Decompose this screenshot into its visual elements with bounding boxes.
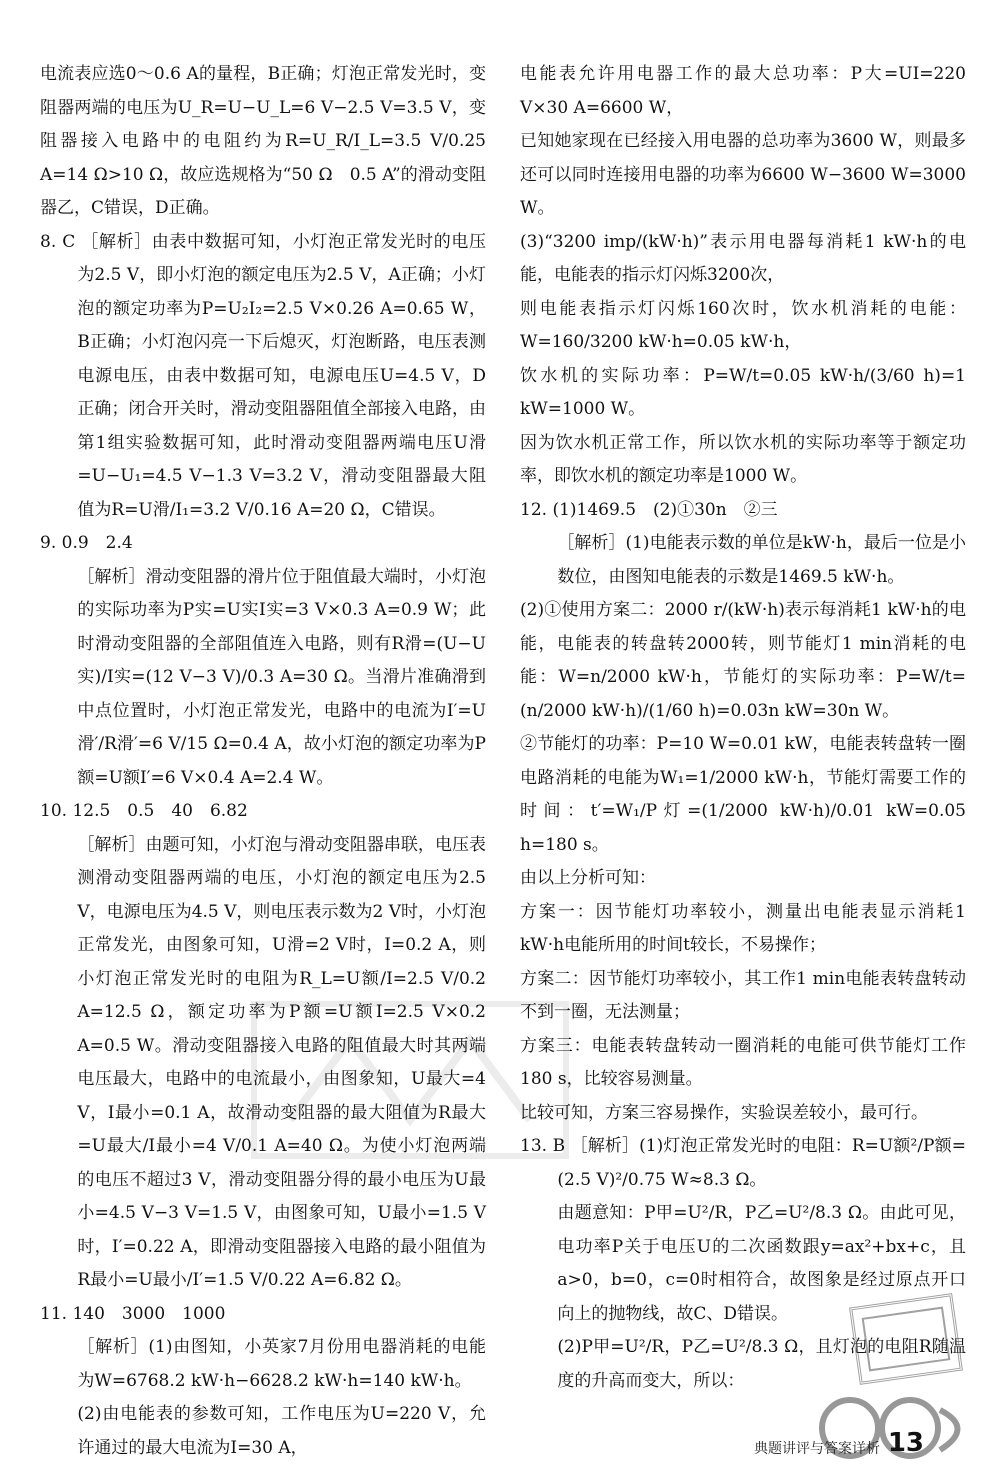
answer-13-part-2: (2)P甲=U²/R，P乙=U²/8.3 Ω，且灯泡的电阻R随温度的升高而变大，所以：	[557, 1337, 966, 1391]
answer-11-actual-power: 饮水机的实际功率：P=W/t=0.05 kW·h/(3/60 h)=1 kW=1000 W。	[520, 365, 966, 419]
answer-11-values: 11. 140 3000 1000	[40, 1303, 226, 1324]
right-column	[520, 58, 966, 1398]
answer-11-energy: 则电能表指示灯闪烁160次时，饮水机消耗的电能：W=160/3200 kW·h=0.05 kW·h，	[520, 298, 966, 352]
answer-10-values: 10. 12.5 0.5 40 6.82	[40, 801, 248, 821]
answer-11-max-power: 电能表允许用电器工作的最大总功率：P大=UI=220 V×30 A=6600 W，	[520, 64, 966, 118]
answer-9-analysis: ［解析］滑动变阻器的滑片位于阻值最大端时，小灯泡的实际功率为P实=U实I实=3 V×0.3 A=0.9 W；此时滑动变阻器的全部阻值连入电路，则有R滑=(U−U实)/I实=(12 V−3 V)/0.3 A=30 Ω。当滑片准确滑到中点位置时，小灯泡正常发光，电路中的电流为I′=U滑′/R滑′=6 V/15 Ω=0.4 A，故小灯泡的额定功率为P额=U额I′=6 V×0.4 A=2.4 W。	[77, 566, 486, 788]
answer-12-option-1: 方案一：因节能灯功率较小，测量出电能表显示消耗1 kW·h电能所用的时间t较长，不易操作；	[520, 901, 966, 955]
answer-11-part-3: (3)“3200 imp/(kW·h)”表示用电器每消耗1 kW·h的电能，电能表的指示灯闪烁3200次，	[520, 231, 966, 285]
answer-9-values: 9. 0.9 2.4	[40, 533, 133, 553]
answer-12-summary: 由以上分析可知：	[520, 868, 656, 888]
answer-11-conclusion: 因为饮水机正常工作，所以饮水机的实际功率等于额定功率，即饮水机的额定功率是1000 W。	[520, 432, 966, 486]
answer-11-remaining-power: 已知她家现在已经接入用电器的总功率为3600 W，则最多还可以同时连接用电器的功率为6600 W−3600 W=3000 W。	[520, 131, 966, 218]
answer-12-analysis-2: (2)①使用方案二：2000 r/(kW·h)表示每消耗1 kW·h的电能，电能表的转盘转2000转，则节能灯1 min消耗的电能：W=n/2000 kW·h，节能灯的实际功率：P=W/t=(n/2000 kW·h)/(1/60 h)=0.03n kW=30n W。	[520, 600, 966, 721]
answer-11-analysis-1: ［解析］(1)由图知，小英家7月份用电器消耗的电能为W=6768.2 kW·h−6628.2 kW·h=140 kW·h。	[77, 1337, 486, 1391]
answer-8: 8. C ［解析］由表中数据可知，小灯泡正常发光时的电压为2.5 V，即小灯泡的额定电压为2.5 V，A正确；小灯泡的额定功率为P=U₂I₂=2.5 V×0.26 A=0.65 W，B正确；小灯泡闪亮一下后熄灭，灯泡断路，电压表测电源电压，由表中数据可知，电源电压U=4.5 V，D正确；闭合开关时，滑动变阻器阻值全部接入电路，由第1组实验数据可知，此时滑动变阻器两端电压U滑=U−U₁=4.5 V−1.3 V=3.2 V，滑动变阻器最大阻值为R=U滑/I₁=3.2 V/0.16 A=20 Ω，C错误。	[40, 231, 486, 520]
footer-title: 典题讲评与答案详析	[754, 1441, 880, 1457]
answer-12-comparison: 比较可知，方案三容易操作，实验误差较小，最可行。	[520, 1102, 928, 1123]
answer-12-values: 12. (1)1469.5 (2)①30n ②三	[520, 499, 778, 520]
answer-12-analysis-3: ②节能灯的功率：P=10 W=0.01 kW，电能表转盘转一圈电路消耗的电能为W₁=1/2000 kW·h，节能灯需要工作的时间：t′=W₁/P灯=(1/2000 kW·h)/0.01 kW=0.05 h=180 s。	[520, 734, 966, 855]
answer-7-continued: 电流表应选0～0.6 A的量程，B正确；灯泡正常发光时，变阻器两端的电压为U_R=U−U_L=6 V−2.5 V=3.5 V，变阻器接入电路中的电阻约为R=U_R/I_L=3.5 V/0.25 A=14 Ω>10 Ω，故应选规格为“50 Ω 0.5 A”的滑动变阻器乙，C错误，D正确。	[40, 64, 486, 218]
answer-13-analysis: 由题意知：P甲=U²/R，P乙=U²/8.3 Ω。由此可见，电功率P关于电压U的二次函数跟y=ax²+bx+c，且a>0，b=0，c=0时相符合，故图象是经过原点开口向上的抛物线，故C、D错误。	[557, 1203, 966, 1324]
answer-12-option-2: 方案二：因节能灯功率较小，其工作1 min电能表转盘转动不到一圈，无法测量；	[520, 968, 966, 1022]
answer-13-part-1: 13. B ［解析］(1)灯泡正常发光时的电阻：R=U额²/P额=(2.5 V)²/0.75 W≈8.3 Ω。	[520, 1136, 966, 1190]
left-column	[40, 58, 486, 1465]
answer-10-analysis: ［解析］由题可知，小灯泡与滑动变阻器串联，电压表测滑动变阻器两端的电压，小灯泡的额定电压为2.5 V，电源电压为4.5 V，则电压表示数为2 V时，小灯泡正常发光，由图象可知，U滑=2 V时，I=0.2 A，则小灯泡正常发光时的电阻为R_L=U额/I=2.5 V/0.2 A=12.5 Ω，额定功率为P额=U额I=2.5 V×0.2 A=0.5 W。滑动变阻器接入电路的阻值最大时其两端电压最大，电路中的电流最小，由图象知，U最大=4 V，I最小=0.1 A，故滑动变阻器的最大阻值为R最大=U最大/I最小=4 V/0.1 A=40 Ω。为使小灯泡两端的电压不超过3 V，滑动变阻器分得的最小电压为U最小=4.5 V−3 V=1.5 V，由图象可知，U最小=1.5 V时，I′=0.22 A，即滑动变阻器接入电路的最小阻值为R最小=U最小/I′=1.5 V/0.22 A=6.82 Ω。	[77, 834, 486, 1290]
answer-11-analysis-2: (2)由电能表的参数可知，工作电压为U=220 V，允许通过的最大电流为I=30 A，	[77, 1404, 486, 1458]
page-number: 13	[887, 1428, 924, 1458]
stamp-mark	[849, 1293, 963, 1385]
answer-12-analysis-1: ［解析］(1)电能表示数的单位是kW·h，最后一位是小数位，由图知电能表的示数是1469.5 kW·h。	[557, 533, 966, 587]
answer-12-option-3: 方案三：电能表转盘转动一圈消耗的电能可供节能灯工作180 s，比较容易测量。	[520, 1035, 966, 1089]
